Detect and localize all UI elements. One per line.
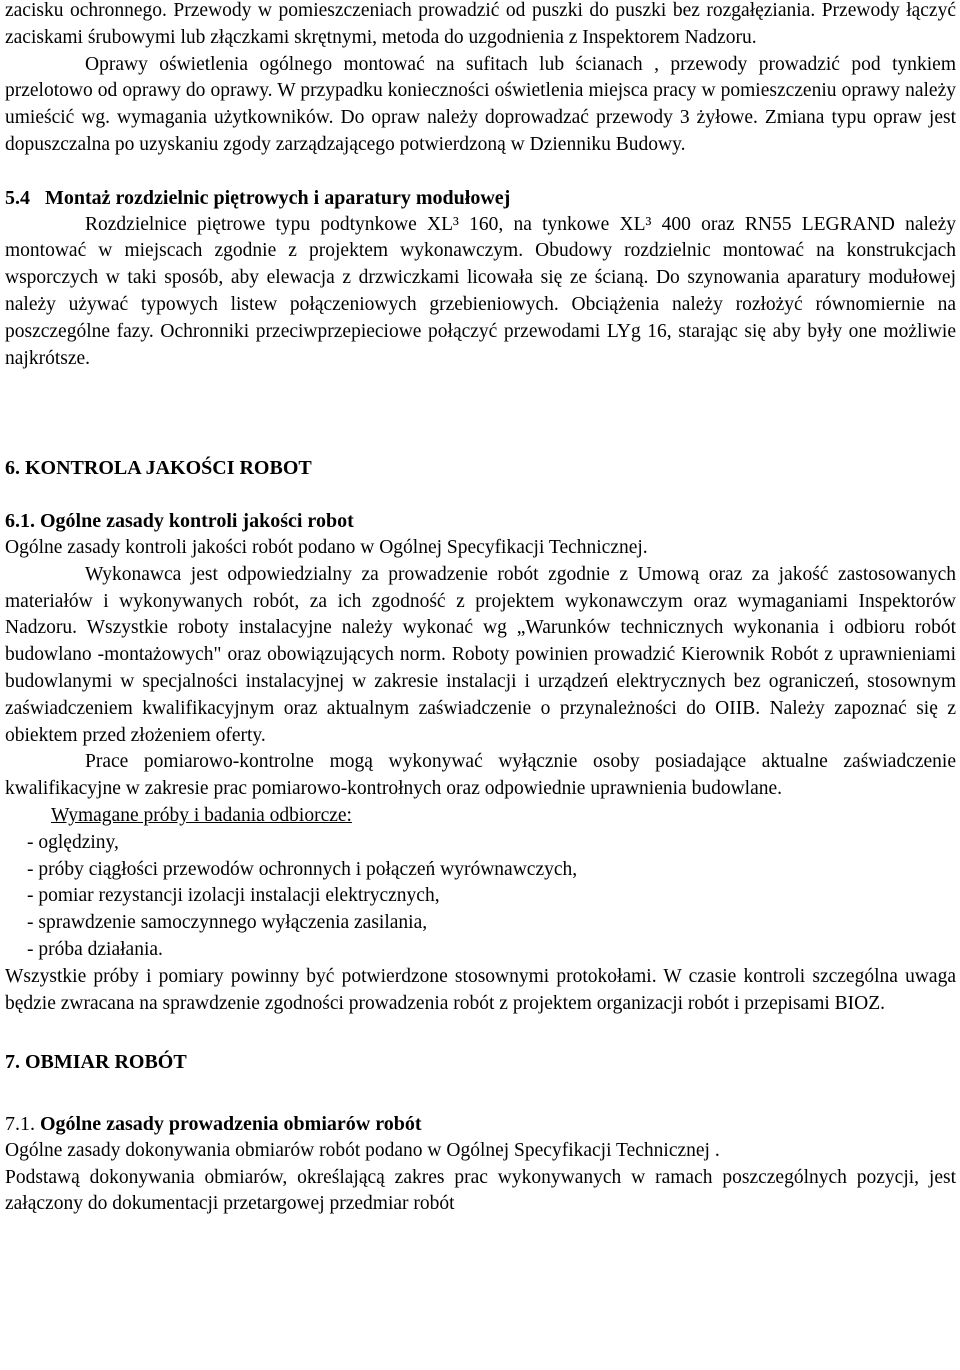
list-item: - sprawdzenie samoczynnego wyłączenia zasilania, — [27, 912, 428, 934]
section-5-4-number: 5.4 — [5, 186, 30, 209]
section-7-1-title: Ogólne zasady prowadzenia obmiarów robót — [40, 1113, 422, 1136]
list-item: - oględziny, — [27, 831, 119, 853]
section-6-1-wykonawca: Wykonawca jest odpowiedzialny za prowadzenie robót zgodnie z Umową oraz za jakość zastosowanych materiałów i wykonywanych robót, za ich zgodność z projektem wykonawczym oraz wymaganiami Inspektorów Nadzoru. Wszystkie roboty instalacyjne należy wykonać wg „Warunków technicznych wykonania i odbioru robót budowlano -montażowych" oraz obowiązujących norm. Roboty powinien prowadzić Kierownik Robót z uprawnieniami budowlanymi w specjalności instalacyjnej w zakresie instalacji i urządzeń elektrycznych bez ograniczeń, stosownym zaświadczeniem kwalifikacyjnym oraz aktualnym zaświadczenie o przynależności do OIIB. Należy zapoznać się z obiektem przed złożeniem oferty. — [5, 563, 956, 746]
section-7-1-line: Ogólne zasady dokonywania obmiarów robót podano w Ogólnej Specyfikacji Technicznej . — [5, 1139, 720, 1161]
section-6-heading: 6. KONTROLA JAKOŚCI ROBOT — [5, 457, 312, 480]
section-7-1-heading — [5, 1111, 956, 1138]
list-item: - próby ciągłości przewodów ochronnych i połączeń wyrównawczych, — [27, 858, 578, 880]
list-item: - pomiar rezystancji izolacji instalacji elektrycznych, — [27, 885, 440, 907]
section-6-1-heading: 6.1. Ogólne zasady kontroli jakości robot — [5, 510, 354, 533]
paragraph-top: zacisku ochronnego. Przewody w pomieszczeniach prowadzić od puszki do puszki bez rozgałęziania. Przewody łączyć zaciskami śrubowymi lub złączkami skrętnymi, metoda do uzgodnienia z Inspektorem Nadzoru. — [5, 0, 956, 48]
list-item: - próba działania. — [27, 938, 163, 960]
section-6-final: Wszystkie próby i pomiary powinny być potwierdzone stosownymi protokołami. W czasie kontroli szczególna uwaga będzie zwracana na sprawdzenie zgodności prowadzenia robót z projektem organizacji robót i przepisami BIOZ. — [5, 965, 956, 1014]
section-5-4-title: Montaż rozdzielnic piętrowych i aparatury modułowej — [45, 186, 511, 209]
section-6-1-line: Ogólne zasady kontroli jakości robót podano w Ogólnej Specyfikacji Technicznej. — [5, 536, 648, 558]
paragraph-oprawy: Oprawy oświetlenia ogólnego montować na sufitach lub ścianach , przewody prowadzić pod tynkiem przelotowo od oprawy do oprawy. W przypadku konieczności oświetlenia miejsca pracy w pomieszczeniu oprawy należy umieścić wg. wymagania użytkowników. Do opraw należy doprowadzać przewody 3 żyłowe. Zmiana typu opraw jest dopuszczalna po uzyskaniu zgody zarządzającego potwierdzoną w Dzienniku Budowy. — [5, 53, 956, 155]
section-7-heading: 7. OBMIAR ROBÓT — [5, 1051, 187, 1074]
section-5-4-heading — [5, 185, 956, 212]
section-7-1-para: Podstawą dokonywania obmiarów, określającą zakres prac wykonywanych w ramach poszczególnych pozycji, jest załączony do dokumentacji przetargowej przedmiar robót — [5, 1166, 956, 1215]
section-7-1-number: 7.1. — [5, 1113, 35, 1136]
document-page — [5, 0, 956, 1218]
section-5-4-body: Rozdzielnice piętrowe typu podtynkowe XL³ 160, na tynkowe XL³ 400 oraz RN55 LEGRAND należy montować w miejscach zgodnie z projektem wykonawczym. Obudowy rozdzielnic montować na konstrukcjach wsporczych w taki sposób, aby elewacja z drzwiczkami licowała się ze ścianą. Do szynowania aparatury modułowej należy używać typowych listew połączeniowych grzebieniowych. Obciążenia należy rozłożyć równomiernie na poszczególne fazy. Ochronniki przeciwprzepieciowe połączyć przewodami LYg 16, starając się aby były one możliwie najkrótsze. — [5, 213, 956, 369]
tests-list — [5, 830, 956, 964]
tests-title: Wymagane próby i badania odbiorcze: — [51, 804, 352, 826]
section-6-1-prace: Prace pomiarowo-kontrolne mogą wykonywać wyłącznie osoby posiadające aktualne zaświadczenie kwalifikacyjne w zakresie prac pomiarowo-kontrołnych oraz odpowiednie uprawnienia budowlane. — [5, 751, 956, 800]
tests-title-line — [5, 803, 956, 830]
